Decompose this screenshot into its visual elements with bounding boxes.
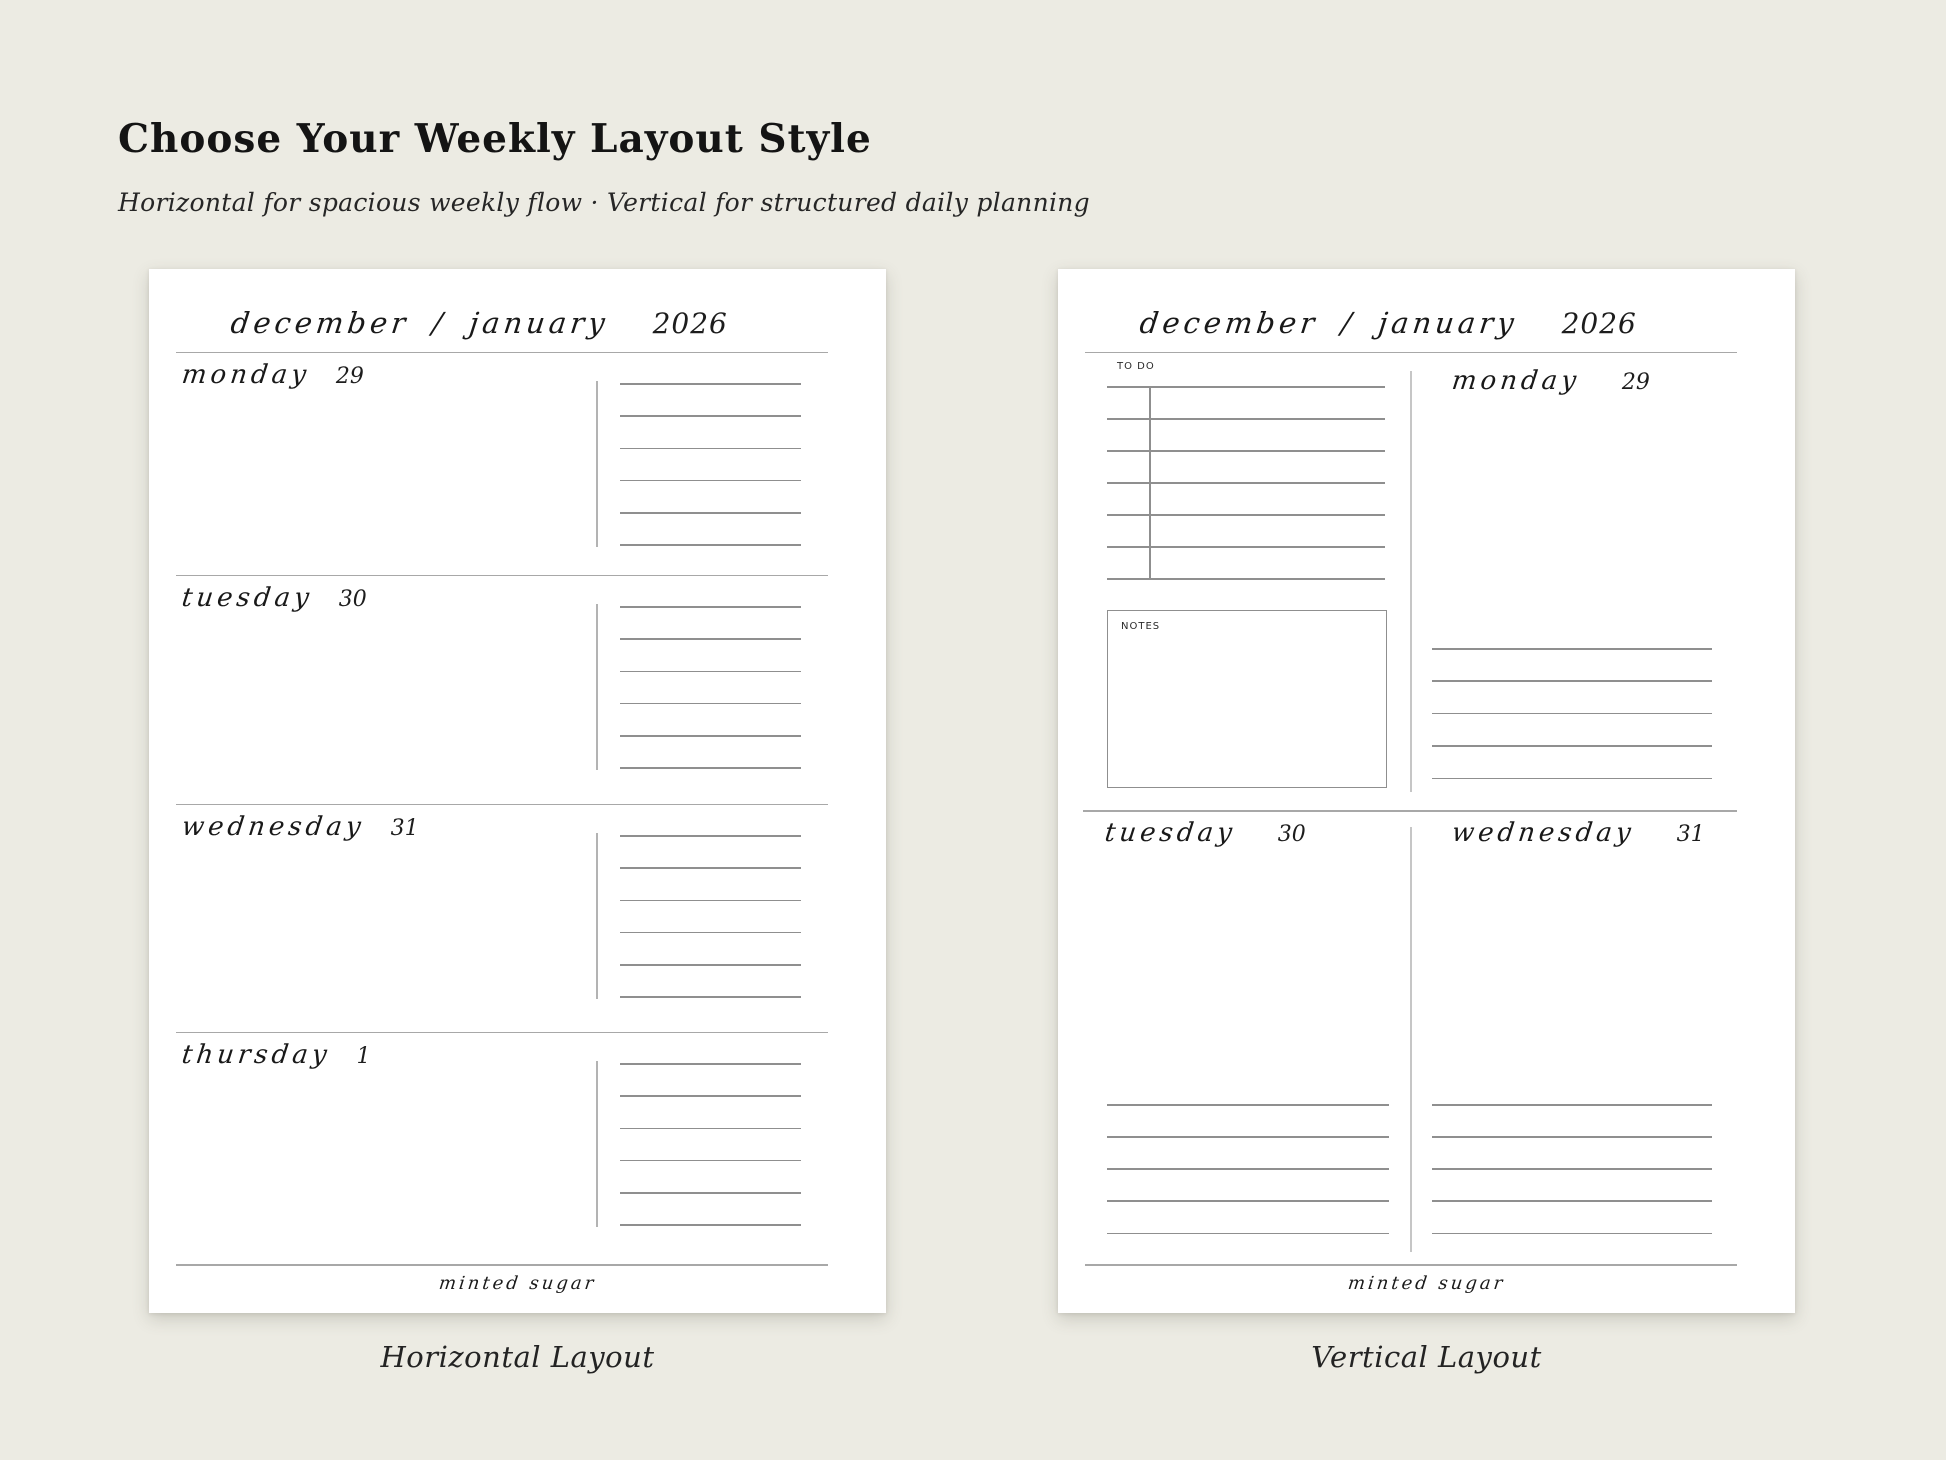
day-date: 29 <box>335 364 364 389</box>
entry-divider-line <box>596 1061 598 1227</box>
entry-divider-line <box>596 833 598 999</box>
vertical-planner-page <box>1058 269 1795 1313</box>
caption-horizontal: Horizontal Layout <box>380 1340 655 1374</box>
brand-footer <box>1058 1273 1795 1294</box>
day-section-thursday <box>176 1033 828 1264</box>
footer-separator <box>1085 1264 1737 1266</box>
day-date: 31 <box>1676 822 1705 847</box>
day-heading <box>1452 366 1650 396</box>
day-section-tuesday <box>176 576 828 805</box>
ruled-lines <box>620 383 801 546</box>
caption-vertical: Vertical Layout <box>1311 1340 1542 1374</box>
todo-checkbox-divider <box>1149 386 1151 579</box>
brand-name: minted sugar <box>437 1273 598 1294</box>
page-title: Choose Your Weekly Layout Style <box>118 116 872 162</box>
horizontal-planner-page <box>149 269 886 1313</box>
day-section-monday <box>176 353 828 576</box>
day-heading <box>1452 818 1705 848</box>
column-divider-top <box>1410 371 1412 792</box>
day-date: 31 <box>390 816 419 841</box>
entry-divider-line <box>596 381 598 547</box>
ruled-lines <box>620 835 801 998</box>
day-date: 29 <box>1621 370 1650 395</box>
brand-footer <box>149 1273 886 1294</box>
todo-label: TO DO <box>1117 361 1155 372</box>
month-range-label: december / january <box>1137 306 1520 340</box>
planner-month-header <box>176 269 828 353</box>
day-heading <box>182 1040 371 1070</box>
day-section-tuesday <box>1105 818 1306 848</box>
year-label: 2026 <box>1561 307 1637 340</box>
day-heading <box>182 583 367 613</box>
planner-month-header <box>1085 269 1737 353</box>
day-label: tuesday <box>1103 818 1238 848</box>
ruled-lines <box>1107 1104 1389 1234</box>
day-date: 30 <box>1277 822 1306 847</box>
year-label: 2026 <box>652 307 728 340</box>
entry-divider-line <box>596 604 598 770</box>
notes-box <box>1107 610 1387 788</box>
day-date: 30 <box>338 587 367 612</box>
footer-separator <box>176 1264 828 1266</box>
day-section-monday <box>1452 366 1650 396</box>
day-heading <box>182 360 364 390</box>
day-heading <box>182 812 419 842</box>
day-label: tuesday <box>180 583 315 613</box>
ruled-lines <box>620 606 801 769</box>
ruled-lines <box>620 1063 801 1226</box>
ruled-lines <box>1432 648 1712 779</box>
day-label: wednesday <box>180 812 367 842</box>
column-divider-bottom <box>1410 827 1412 1252</box>
day-label: wednesday <box>1450 818 1637 848</box>
day-label: monday <box>1450 366 1582 396</box>
month-range-label: december / january <box>228 306 611 340</box>
half-separator <box>1083 810 1737 812</box>
ruled-lines <box>1432 1104 1712 1234</box>
day-label: thursday <box>180 1040 333 1070</box>
day-label: monday <box>180 360 312 390</box>
page-subtitle: Horizontal for spacious weekly flow · Vertical for structured daily planning <box>118 188 1090 217</box>
brand-name: minted sugar <box>1346 1273 1507 1294</box>
day-section-wednesday <box>1452 818 1705 848</box>
notes-label: NOTES <box>1121 621 1161 632</box>
day-heading <box>1105 818 1306 848</box>
day-date: 1 <box>356 1044 371 1069</box>
day-section-wednesday <box>176 805 828 1033</box>
